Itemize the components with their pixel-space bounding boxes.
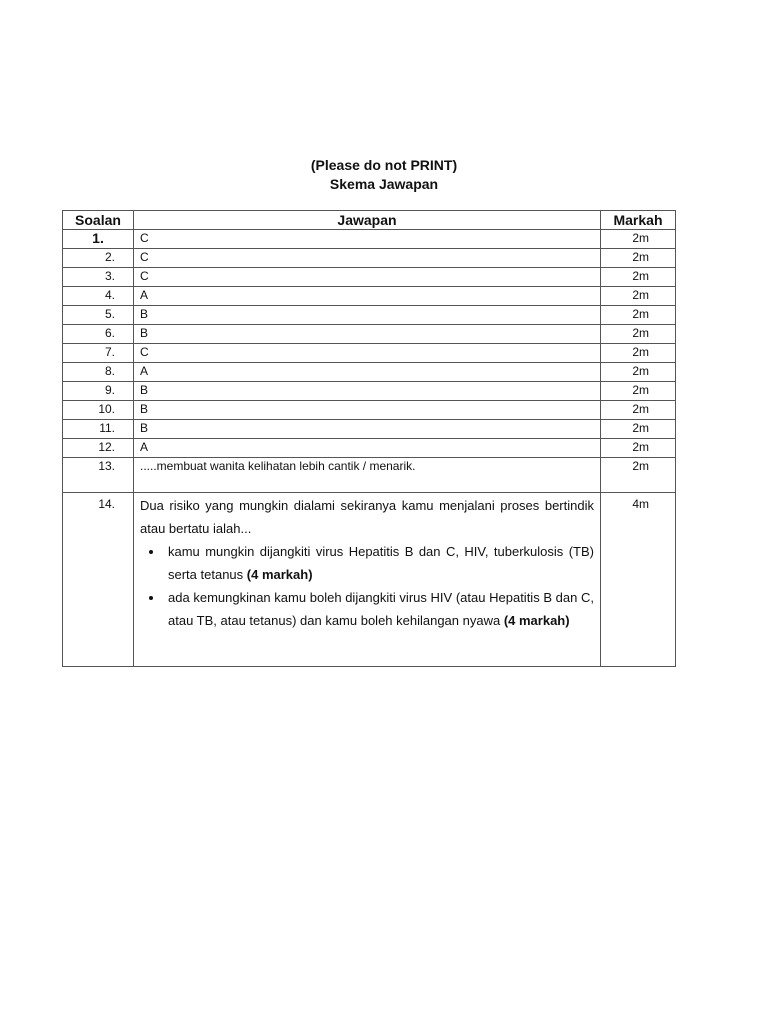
table-row xyxy=(63,268,676,287)
header-soalan: Soalan xyxy=(63,211,134,230)
list-item xyxy=(164,586,594,632)
table-row xyxy=(63,344,676,363)
question-number: 7. xyxy=(63,344,134,363)
answer-intro: Dua risiko yang mungkin dialami sekiranya kamu menjalani proses bertindik atau bertatu ialah... xyxy=(140,498,594,536)
bullet-text: ada kemungkinan kamu boleh dijangkiti virus HIV (atau Hepatitis B dan C, atau TB, atau tetanus) dan kamu boleh kehilangan nyawa xyxy=(168,590,594,628)
answer: A xyxy=(134,439,601,458)
header-markah: Markah xyxy=(601,211,676,230)
table-row xyxy=(63,439,676,458)
answer: A xyxy=(134,363,601,382)
answer: C xyxy=(134,344,601,363)
answer: C xyxy=(134,268,601,287)
mark: 2m xyxy=(601,382,676,401)
table-row xyxy=(63,420,676,439)
table-header-row xyxy=(63,211,676,230)
mark: 2m xyxy=(601,249,676,268)
mark: 2m xyxy=(601,306,676,325)
document-note: (Please do not PRINT) xyxy=(310,157,458,173)
question-number: 4. xyxy=(63,287,134,306)
answer: A xyxy=(134,287,601,306)
table-row xyxy=(63,306,676,325)
answer-bullet-list xyxy=(140,540,594,632)
header-jawapan: Jawapan xyxy=(134,211,601,230)
table-row xyxy=(63,325,676,344)
answer: B xyxy=(134,382,601,401)
bullet-text: kamu mungkin dijangkiti virus Hepatitis B dan C, HIV, tuberkulosis (TB) serta tetanus xyxy=(168,544,594,582)
question-number: 2. xyxy=(63,249,134,268)
question-number: 14. xyxy=(63,493,134,667)
table-row xyxy=(63,382,676,401)
answer-q14 xyxy=(134,493,601,667)
document-title: Skema Jawapan xyxy=(329,176,439,192)
question-number: 13. xyxy=(63,458,134,493)
question-number: 5. xyxy=(63,306,134,325)
answer-scheme-table xyxy=(62,210,676,667)
question-number: 11. xyxy=(63,420,134,439)
answer: C xyxy=(134,230,601,249)
answer: .....membuat wanita kelihatan lebih cantik / menarik. xyxy=(134,458,601,493)
mark: 2m xyxy=(601,439,676,458)
mark: 2m xyxy=(601,420,676,439)
answer: B xyxy=(134,401,601,420)
question-number: 10. xyxy=(63,401,134,420)
bullet-mark: (4 markah) xyxy=(246,567,313,582)
table-row xyxy=(63,458,676,493)
mark: 2m xyxy=(601,325,676,344)
mark: 2m xyxy=(601,458,676,493)
mark: 2m xyxy=(601,287,676,306)
list-item xyxy=(164,540,594,586)
mark: 4m xyxy=(601,493,676,667)
question-number: 8. xyxy=(63,363,134,382)
question-number: 1. xyxy=(63,230,134,249)
mark: 2m xyxy=(601,363,676,382)
answer: B xyxy=(134,306,601,325)
table-row xyxy=(63,363,676,382)
table-row xyxy=(63,287,676,306)
answer: B xyxy=(134,420,601,439)
question-number: 6. xyxy=(63,325,134,344)
mark: 2m xyxy=(601,230,676,249)
table-row xyxy=(63,401,676,420)
table-row-q14 xyxy=(63,493,676,667)
question-number: 3. xyxy=(63,268,134,287)
answer: B xyxy=(134,325,601,344)
question-number: 9. xyxy=(63,382,134,401)
mark: 2m xyxy=(601,344,676,363)
bullet-mark: (4 markah) xyxy=(503,613,570,628)
answer: C xyxy=(134,249,601,268)
table-row xyxy=(63,230,676,249)
mark: 2m xyxy=(601,401,676,420)
mark: 2m xyxy=(601,268,676,287)
table-row xyxy=(63,249,676,268)
question-number: 12. xyxy=(63,439,134,458)
